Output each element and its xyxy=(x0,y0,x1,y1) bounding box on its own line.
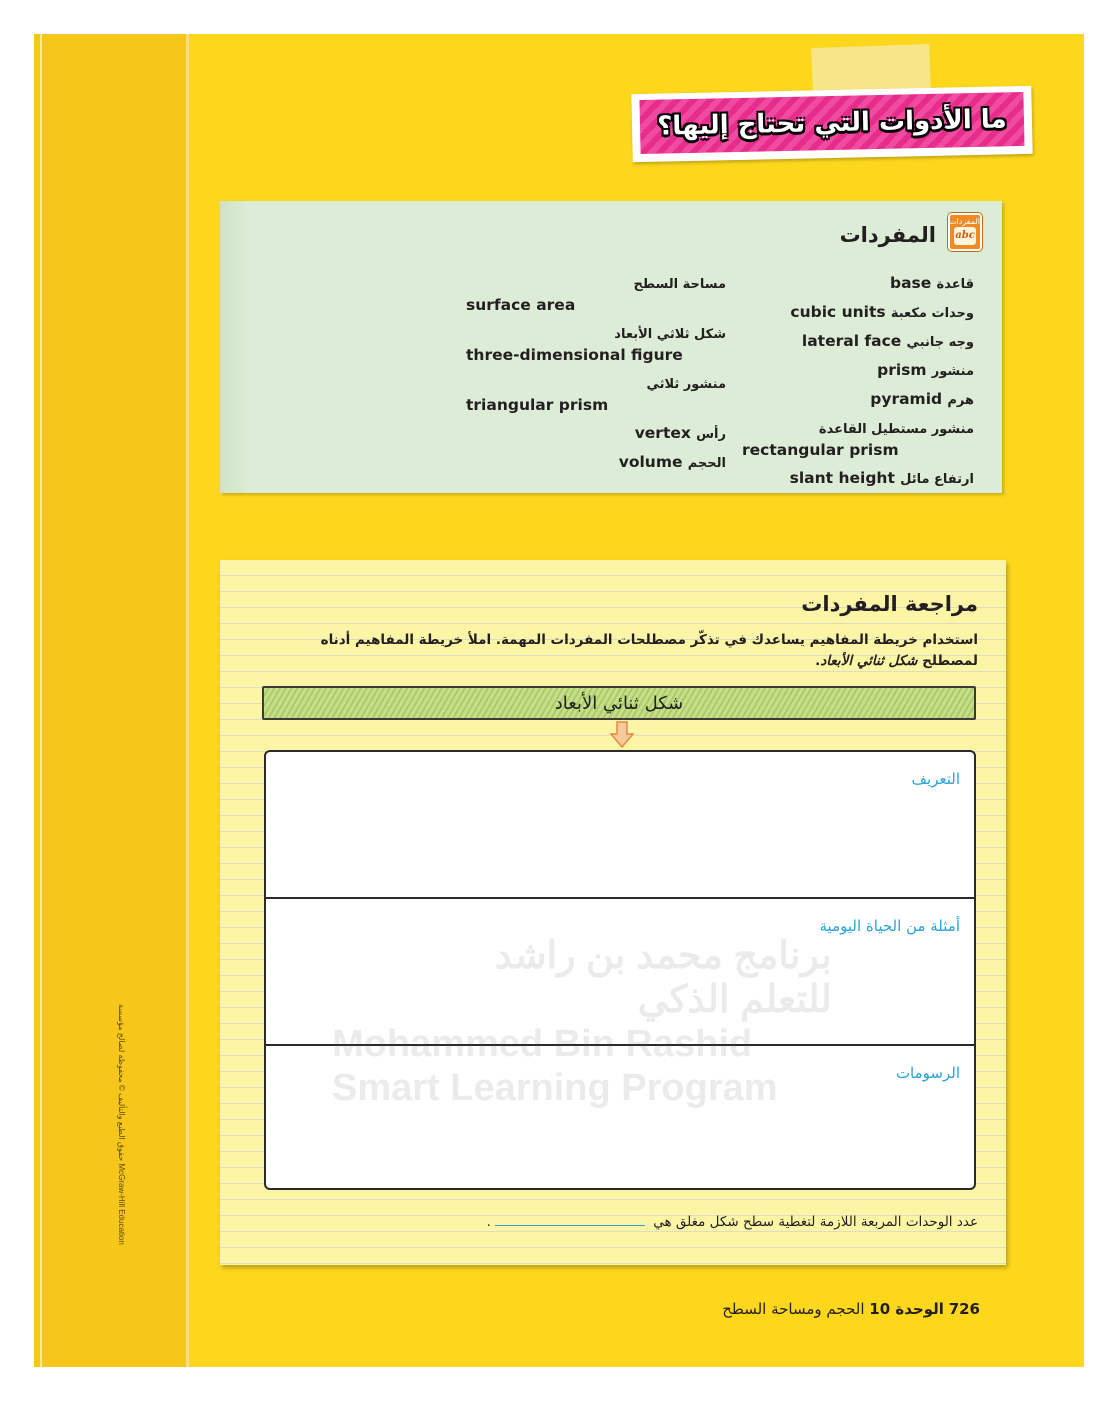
vocabulary-term xyxy=(742,389,974,411)
vocabulary-term-arabic: هرم xyxy=(947,393,974,408)
vocabulary-term-arabic: رأس xyxy=(696,427,726,442)
vocabulary-term-arabic: منشور مستطيل القاعدة xyxy=(818,422,974,437)
vocabulary-right-column xyxy=(742,273,974,497)
fill-in-blank[interactable] xyxy=(495,1212,645,1226)
vocabulary-term-arabic: ارتفاع مائل xyxy=(900,472,974,487)
vocabulary-term-english: slant height xyxy=(789,469,895,487)
vocabulary-term xyxy=(466,323,726,366)
vocabulary-term xyxy=(742,273,974,295)
vocabulary-term-arabic: شكل ثلاثي الأبعاد xyxy=(614,327,726,342)
vocabulary-term-english: pyramid xyxy=(870,390,943,408)
title-banner xyxy=(631,86,1032,162)
page-footer xyxy=(722,1300,980,1318)
publisher-credit xyxy=(117,1004,138,1304)
vocabulary-term xyxy=(742,468,974,490)
vocabulary-term xyxy=(466,452,726,474)
vocabulary-term-english: rectangular prism xyxy=(742,441,899,459)
vocabulary-review-box xyxy=(220,560,1006,1265)
vocabulary-term-english: triangular prism xyxy=(466,396,609,414)
drawings-label: الرسومات xyxy=(895,1064,960,1082)
vocabulary-term xyxy=(742,331,974,353)
vocabulary-term xyxy=(742,360,974,382)
vocabulary-icon-abc: abc xyxy=(954,227,976,245)
fill-in-sentence xyxy=(487,1212,978,1230)
vocabulary-left-column xyxy=(466,273,726,481)
watermark-line3: Mohammed Bin Rashid xyxy=(332,1023,753,1065)
review-title: مراجعة المفردات xyxy=(801,592,978,616)
examples-label: أمثلة من الحياة اليومية xyxy=(819,917,960,935)
unit-title: الحجم ومساحة السطح xyxy=(722,1300,865,1318)
review-instructions xyxy=(278,630,978,672)
fill-in-suffix: . xyxy=(486,1214,491,1230)
watermark-line1: برنامج محمد بن راشد xyxy=(494,935,832,977)
concept-term-bar xyxy=(262,686,976,720)
vocabulary-icon xyxy=(948,213,982,251)
review-instructions-term: شكل ثنائي الأبعاد xyxy=(820,653,918,669)
review-instructions-end: . xyxy=(815,653,821,669)
vocabulary-term-arabic: وحدات مكعبة xyxy=(890,306,974,321)
vocabulary-term-arabic: مساحة السطح xyxy=(633,277,726,292)
vocabulary-term-english: three-dimensional figure xyxy=(466,346,683,364)
vocabulary-term-english: prism xyxy=(877,361,927,379)
page-title: ما الأدوات التي تحتاج إليها؟ xyxy=(657,104,1007,142)
vocabulary-term xyxy=(466,423,726,445)
vocabulary-term-arabic: الحجم xyxy=(687,456,726,471)
vocabulary-box xyxy=(220,201,1002,493)
vocabulary-term xyxy=(466,273,726,316)
vocabulary-term-english: surface area xyxy=(466,296,576,314)
vocabulary-term xyxy=(466,373,726,416)
vocabulary-term-arabic: منشور ثلاثي xyxy=(646,377,726,392)
unit-label: الوحدة 10 xyxy=(869,1300,944,1318)
vocabulary-term-english: base xyxy=(890,274,932,292)
definition-section[interactable] xyxy=(266,752,974,899)
vocabulary-term-english: volume xyxy=(618,453,683,471)
vocabulary-heading: المفردات xyxy=(839,223,936,247)
watermark xyxy=(332,934,832,1144)
publisher-credit-text: حقوق الطبع والتأليف © محفوظة لصالح مؤسسة McGraw-Hill Education xyxy=(117,1004,126,1245)
watermark-line2: للتعلم الذكي xyxy=(637,979,832,1021)
vocabulary-term-english: vertex xyxy=(634,424,691,442)
fill-in-prefix: عدد الوحدات المربعة اللازمة لتغطية سطح شكل مغلق هي xyxy=(653,1214,978,1230)
left-margin-band xyxy=(34,34,189,1367)
down-arrow-icon xyxy=(608,720,636,750)
concept-term: شكل ثنائي الأبعاد xyxy=(554,692,684,714)
vocabulary-icon-label: المفردات xyxy=(948,217,980,226)
vocabulary-term xyxy=(742,302,974,324)
page-number: 726 xyxy=(948,1300,980,1318)
watermark-line4: Smart Learning Program xyxy=(332,1067,778,1109)
vocabulary-term-arabic: وجه جانبي xyxy=(906,335,974,350)
vocabulary-term xyxy=(742,418,974,461)
vocabulary-term-arabic: منشور xyxy=(931,364,974,379)
page xyxy=(34,34,1084,1367)
vocabulary-term-english: lateral face xyxy=(801,332,902,350)
review-instructions-text: استخدام خريطة المفاهيم يساعدك في تذكّر مصطلحات المفردات المهمة. املأ خريطة المفاهيم أدناه لمصطلح xyxy=(320,632,978,669)
vocabulary-term-arabic: قاعدة xyxy=(936,277,974,292)
definition-label: التعريف xyxy=(911,770,960,788)
vocabulary-term-english: cubic units xyxy=(790,303,886,321)
